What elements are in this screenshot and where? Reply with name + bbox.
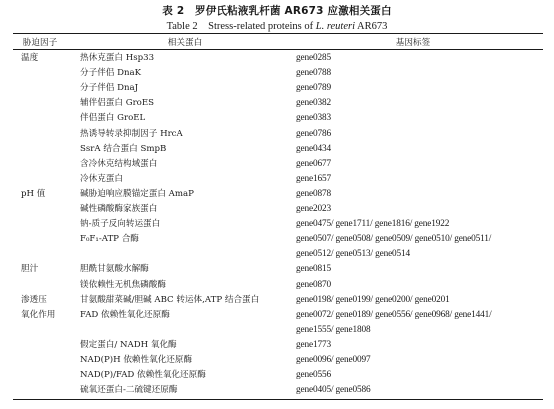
cell-related-protein: 假定蛋白/ NADH 氧化酶 — [80, 339, 177, 350]
table-row — [13, 187, 543, 202]
cell-related-protein: 含冷休克结构域蛋白 — [80, 158, 158, 169]
table-row — [13, 368, 543, 383]
header-gene-tag: 基因标签 — [395, 38, 431, 48]
caption-en-prefix: Table 2 Stress-related proteins of — [166, 21, 316, 32]
table-row — [13, 323, 543, 338]
cell-gene-tag: gene1773 — [296, 339, 331, 350]
header-stress-factor: 胁迫因子 — [22, 38, 58, 48]
cell-gene-tag: gene0507/ gene0508/ gene0509/ gene0510/ gene0511/ — [296, 234, 492, 245]
table-row — [13, 66, 543, 81]
table-row — [13, 338, 543, 353]
caption-en-species: L. reuteri — [315, 21, 356, 32]
table-row — [13, 172, 543, 187]
cell-gene-tag: gene1555/ gene1808 — [296, 324, 371, 335]
cell-gene-tag: gene0677 — [296, 158, 331, 169]
cell-related-protein: FAD 依赖性氧化还原酶 — [80, 309, 170, 320]
cell-gene-tag: gene0878 — [296, 188, 331, 199]
cell-gene-tag: gene0383 — [296, 113, 331, 124]
header-related-protein: 相关蛋白 — [167, 38, 203, 48]
cell-gene-tag: gene0870 — [296, 279, 331, 290]
cell-related-protein: 甘氨酸甜菜碱/胆碱 ABC 转运体,ATP 结合蛋白 — [80, 294, 260, 305]
cell-related-protein: NAD(P)/FAD 依赖性氧化还原酶 — [80, 370, 206, 381]
table-caption-chinese: 表 2 罗伊氏粘液乳杆菌 AR673 应激相关蛋白 — [162, 5, 392, 17]
table-header-rule — [13, 49, 543, 50]
caption-en-suffix: AR673 — [355, 21, 388, 32]
cell-stress-factor: 渗透压 — [21, 294, 47, 305]
cell-gene-tag: gene0382 — [296, 98, 331, 109]
table-row — [13, 217, 543, 232]
table-row — [13, 247, 543, 262]
table-row — [13, 127, 543, 142]
cell-related-protein: 碱性磷酸酶家族蛋白 — [80, 204, 158, 214]
cell-gene-tag: gene0786 — [296, 128, 331, 139]
table-bottom-rule — [13, 399, 543, 400]
cell-gene-tag: gene0096/ gene0097 — [296, 355, 371, 365]
cell-gene-tag: gene1657 — [296, 173, 331, 184]
cell-stress-factor: pH 值 — [21, 188, 46, 199]
cell-gene-tag: gene0405/ gene0586 — [296, 385, 371, 396]
cell-gene-tag: gene0815 — [296, 264, 331, 275]
cell-related-protein: 镁依赖性无机焦磷酸酶 — [80, 279, 166, 290]
cell-gene-tag: gene0285 — [296, 53, 331, 63]
cell-stress-factor: 温度 — [21, 53, 39, 63]
cell-gene-tag: gene0072/ gene0189/ gene0556/ gene0968/ gene1441/ — [296, 309, 492, 320]
cell-gene-tag: gene2023 — [296, 204, 331, 214]
table-row — [13, 232, 543, 247]
table-row — [13, 262, 543, 277]
cell-related-protein: 钠-质子反向转运蛋白 — [80, 219, 161, 230]
cell-gene-tag: gene0434 — [296, 143, 331, 154]
cell-related-protein: SsrA 结合蛋白 SmpB — [80, 143, 167, 154]
cell-gene-tag: gene0788 — [296, 68, 331, 79]
cell-related-protein: 热休克蛋白 Hsp33 — [80, 53, 155, 63]
table-top-rule — [13, 33, 543, 34]
table-row — [13, 96, 543, 111]
table-row — [13, 202, 543, 217]
table-caption-english — [0, 18, 554, 33]
cell-gene-tag: gene0556 — [296, 370, 331, 381]
cell-related-protein: 伴侣蛋白 GroEL — [80, 113, 146, 124]
table-row — [13, 157, 543, 172]
table-row — [13, 278, 543, 293]
table-row — [13, 383, 543, 398]
cell-related-protein: 冷休克蛋白 — [80, 173, 123, 184]
cell-related-protein: 辅伴侣蛋白 GroES — [80, 98, 155, 109]
cell-gene-tag: gene0198/ gene0199/ gene0200/ gene0201 — [296, 294, 450, 305]
cell-related-protein: 分子伴侣 DnaJ — [80, 83, 139, 94]
cell-stress-factor: 氧化作用 — [21, 309, 56, 320]
cell-gene-tag: gene0512/ gene0513/ gene0514 — [296, 249, 411, 260]
cell-related-protein: F₀F₁-ATP 合酶 — [80, 234, 139, 245]
cell-stress-factor: 胆汁 — [21, 264, 39, 275]
table-row — [13, 308, 543, 323]
table-row — [13, 353, 543, 368]
cell-related-protein: 胆酰甘氨酸水解酶 — [80, 264, 149, 275]
table-row — [13, 81, 543, 96]
cell-related-protein: NAD(P)H 依赖性氧化还原酶 — [80, 355, 193, 365]
cell-related-protein: 碱胁迫响应膜锚定蛋白 AmaP — [80, 188, 194, 199]
cell-related-protein: 热诱导转录抑制因子 HrcA — [80, 128, 183, 139]
table-row — [13, 111, 543, 126]
table-row — [13, 293, 543, 308]
table-row — [13, 51, 543, 66]
cell-related-protein: 分子伴侣 DnaK — [80, 68, 142, 79]
table-row — [13, 142, 543, 157]
cell-gene-tag: gene0789 — [296, 83, 331, 94]
cell-gene-tag: gene0475/ gene1711/ gene1816/ gene1922 — [296, 219, 450, 230]
cell-related-protein: 硫氧还蛋白-二硫键还原酶 — [80, 385, 178, 396]
